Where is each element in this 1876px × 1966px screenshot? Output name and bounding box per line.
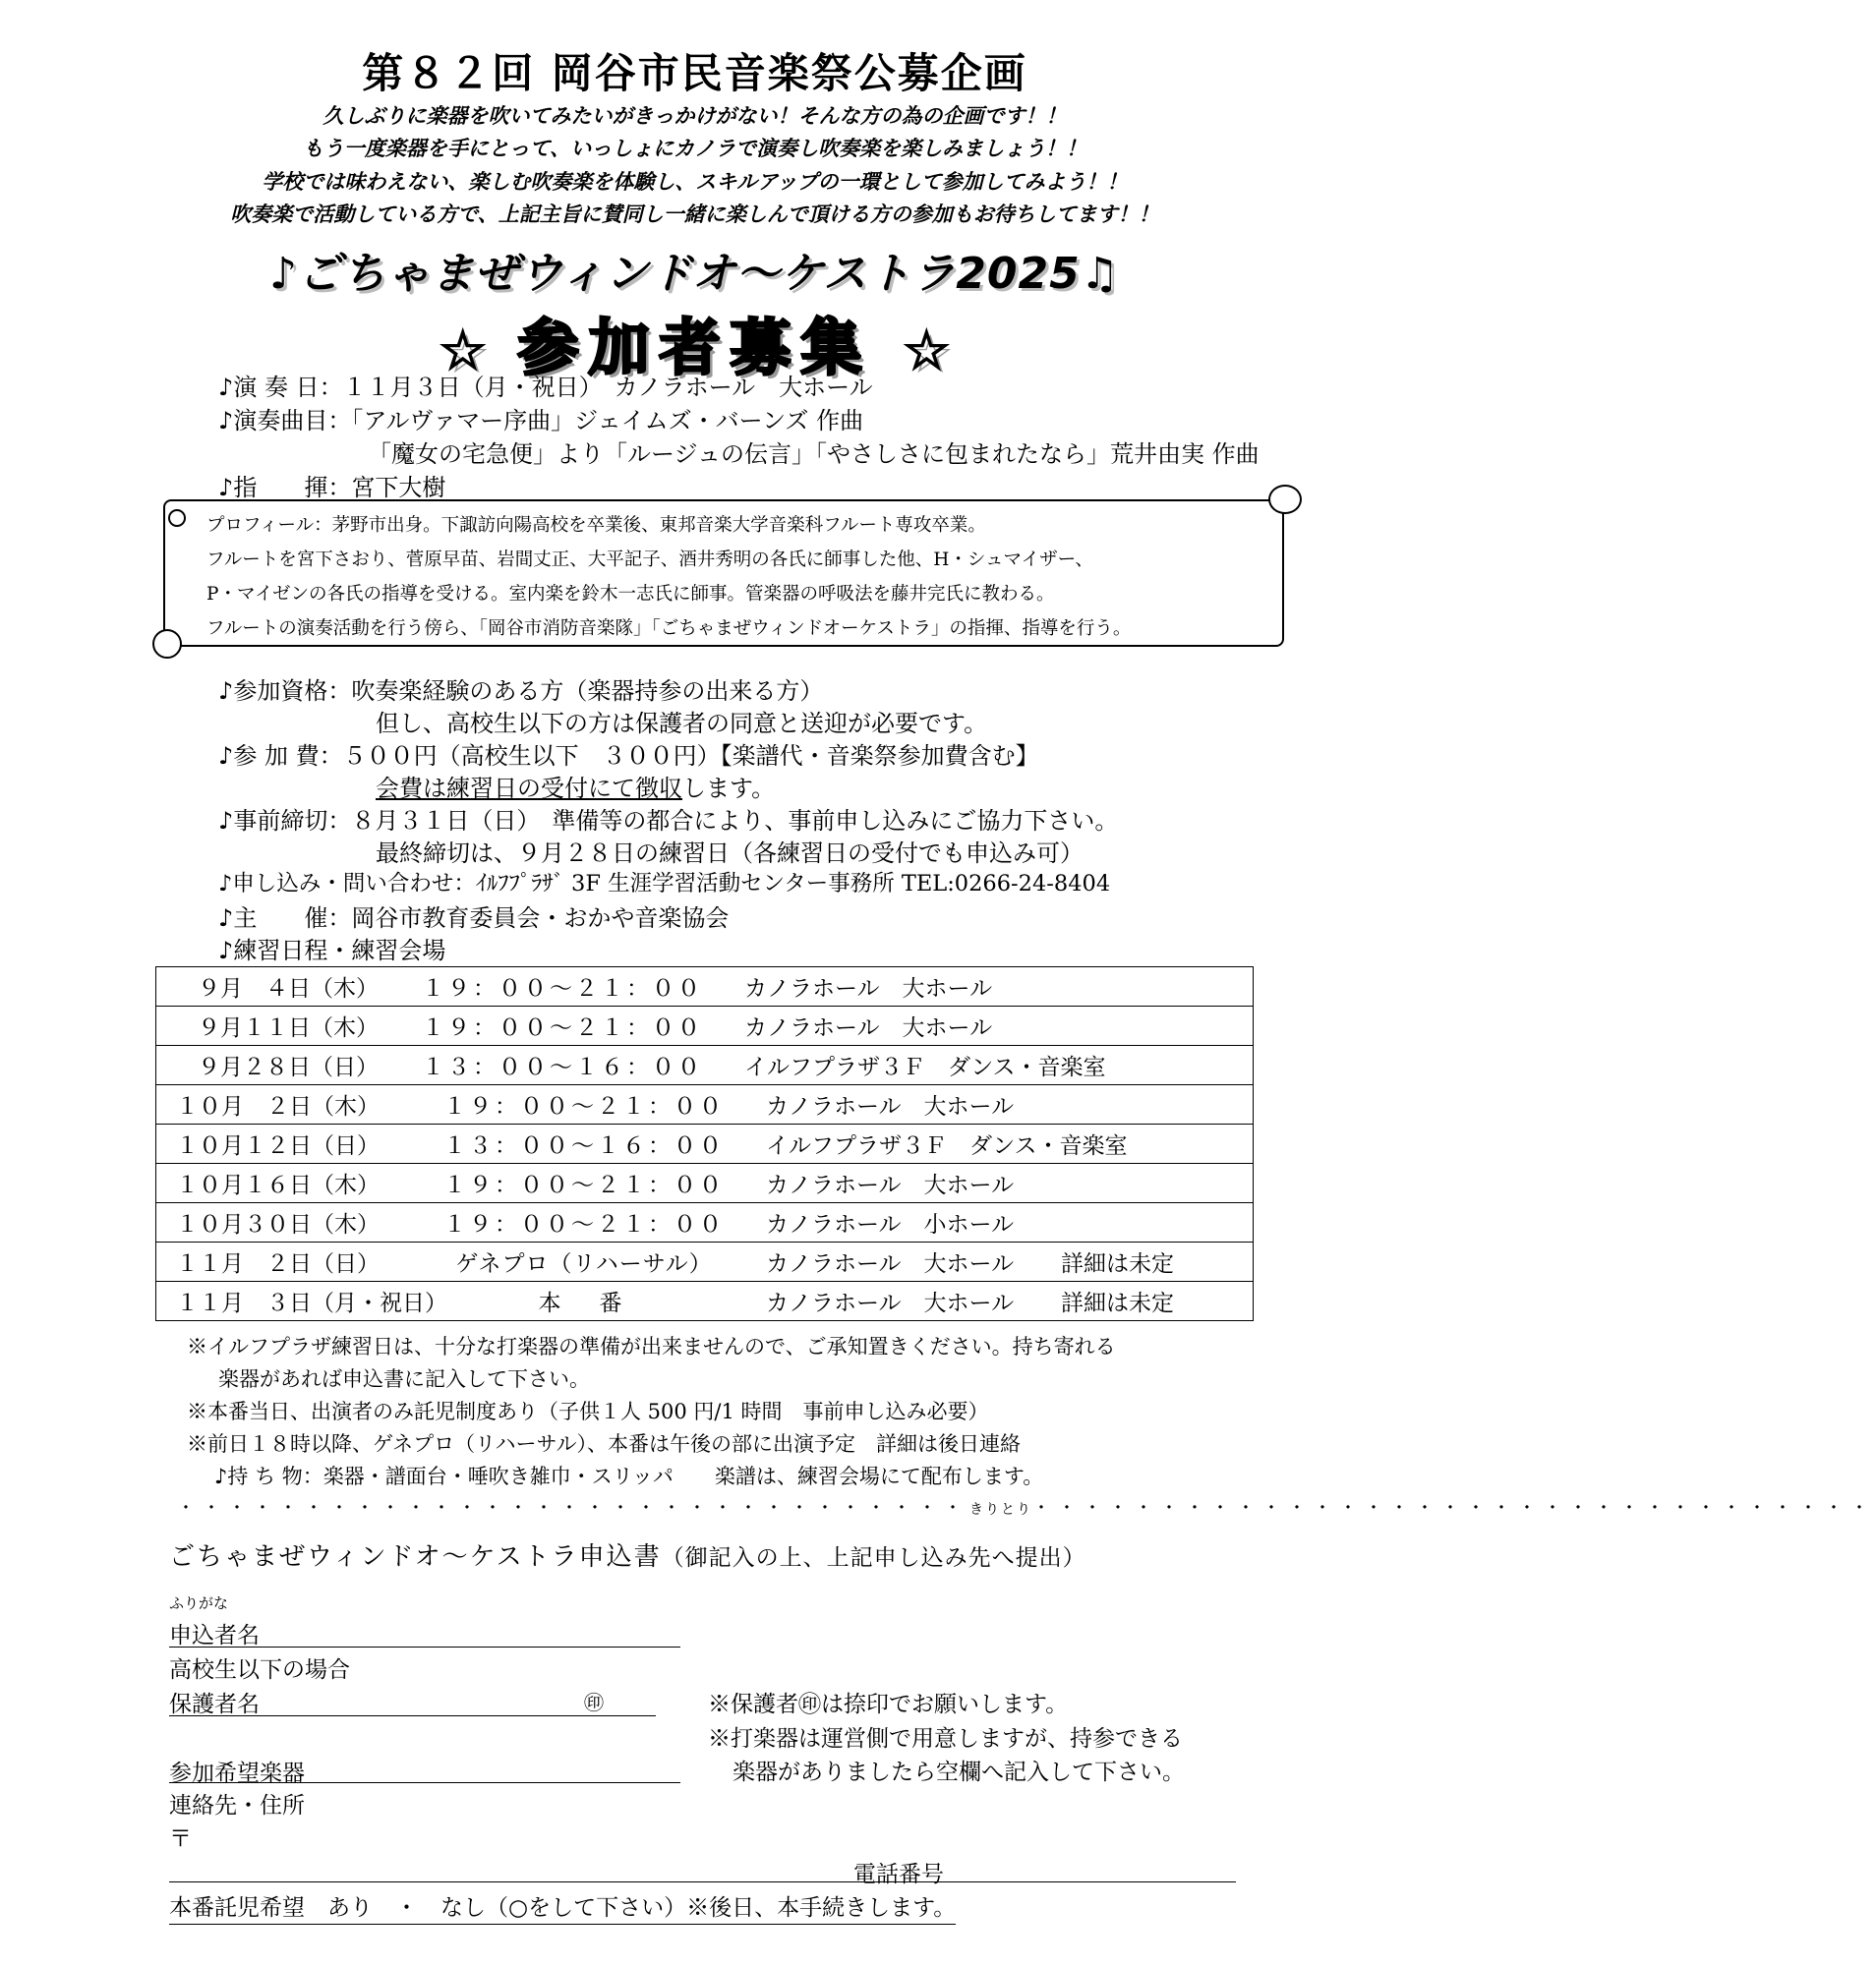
- form-title-note: （御記入の上、上記申し込み先へ提出）: [661, 1545, 1086, 1571]
- applicant-name-line[interactable]: [169, 1647, 680, 1648]
- schedule-time: １９：００～２１：００: [443, 1094, 725, 1120]
- table-row: [156, 1164, 1254, 1203]
- note-percussion-form-2: 楽器がありましたら空欄へ記入して下さい。: [733, 1760, 1185, 1785]
- schedule-venue: イルフプラザ３Ｆ ダンス・音楽室: [766, 1133, 1128, 1159]
- deadline-2: 最終締切は、９月２８日の練習日（各練習日の受付でも申込み可）: [376, 839, 1084, 867]
- qualification-1: ♪参加資格：吹奏楽経験のある方（楽器持参の出来る方）: [218, 677, 824, 705]
- schedule-time: １９：００～２１：００: [422, 1015, 703, 1041]
- page-title: 第８２回 岡谷市民音楽祭公募企画: [362, 49, 1027, 97]
- schedule-venue: カノラホール 大ホール: [766, 1251, 1015, 1277]
- schedule-venue: カノラホール 大ホール: [766, 1291, 1015, 1316]
- schedule-time: １３：００～１６：００: [422, 1055, 703, 1080]
- schedule-date: １０月１２日（日）: [176, 1133, 380, 1159]
- applicant-name-label: 申込者名: [169, 1623, 260, 1648]
- schedule-date: ９月２８日（日）: [198, 1055, 379, 1080]
- table-row: [156, 967, 1254, 1007]
- furigana-label: ふりがな: [169, 1594, 229, 1612]
- scroll-curl-icon: [168, 509, 186, 527]
- seal-icon: ㊞: [584, 1691, 604, 1714]
- phone-label: 電話番号: [853, 1862, 944, 1887]
- table-row: [156, 1282, 1254, 1321]
- schedule-venue: カノラホール 大ホール: [744, 1015, 993, 1041]
- schedule-date: ９月 ４日（木）: [198, 976, 379, 1002]
- schedule-venue: イルフプラザ３Ｆ ダンス・音楽室: [744, 1055, 1106, 1080]
- table-row: [156, 1007, 1254, 1046]
- form-title: [169, 1536, 1086, 1573]
- profile-line-4: フルートの演奏活動を行う傍ら、「岡谷市消防音楽隊」「ごちゃまぜウィンドオーケストラ」の指揮、指導を行う。: [206, 618, 1132, 639]
- pieces-line-1: ♪演奏曲目：「アルヴァマー序曲」ジェイムズ・バーンズ 作曲: [218, 407, 864, 434]
- instrument-line[interactable]: [169, 1782, 680, 1783]
- schedule-time: １９：００～２１：００: [422, 976, 703, 1002]
- table-row: [156, 1243, 1254, 1282]
- table-row: [156, 1125, 1254, 1164]
- schedule-time: １９：００～２１：００: [443, 1212, 725, 1238]
- cut-label: きりとり: [969, 1502, 1032, 1518]
- conductor: ♪指 揮：宮下大樹: [218, 474, 446, 501]
- note-percussion-1: ※イルフプラザ練習日は、十分な打楽器の準備が出来ませんので、ご承知置きください。持ち寄れる: [187, 1335, 1116, 1359]
- cut-dots: ・・・・・・・・・・・・・・・・・・・・・・・・・・・・・・・: [177, 1498, 969, 1519]
- intro-line-1: 久しぶりに楽器を吹いてみたいがきっかけがない！そんな方の為の企画です！！: [322, 104, 1067, 128]
- qualification-2: 但し、高校生以下の方は保護者の同意と送迎が必要です。: [376, 710, 988, 737]
- cut-dots: ・・・・・・・・・・・・・・・・・・・・・・・・・・・・・・・・・: [1032, 1498, 1876, 1519]
- table-row: [156, 1085, 1254, 1125]
- schedule-venue: カノラホール 小ホール: [766, 1212, 1015, 1238]
- fee-1: ♪参 加 費：５００円（高校生以下 ３００円）【楽譜代・音楽祭参加費含む】: [218, 742, 1039, 770]
- schedule-time: １９：００～２１：００: [443, 1173, 725, 1198]
- recruit-text: 参加者募集: [517, 312, 872, 383]
- band-name: ♪ごちゃまぜウィンドオ～ケストラ2025♫: [268, 249, 1121, 299]
- under-hs-label: 高校生以下の場合: [169, 1657, 350, 1683]
- schedule-note: 詳細は未定: [1061, 1291, 1174, 1316]
- schedule-note: 詳細は未定: [1061, 1251, 1174, 1277]
- schedule-date: １１月 ２日（日）: [176, 1251, 380, 1277]
- instrument-label: 参加希望楽器: [169, 1761, 305, 1786]
- table-row: [156, 1203, 1254, 1243]
- schedule-time: １３：００～１６：００: [443, 1133, 725, 1159]
- schedule-time: ゲネプロ（リハーサル）: [455, 1251, 713, 1277]
- star-left-icon: ☆: [439, 319, 487, 381]
- childcare-request[interactable]: 本番託児希望 あり ・ なし（○をして下さい）※後日、本手続きします。: [169, 1889, 956, 1925]
- schedule-venue: カノラホール 大ホール: [744, 976, 993, 1002]
- note-rehearsal: ※前日１８時以降、ゲネプロ（リハーサル）、本番は午後の部に出演予定 詳細は後日連絡: [187, 1432, 1021, 1456]
- address-label: 連絡先・住所: [169, 1793, 305, 1819]
- guardian-name-label: 保護者名: [169, 1692, 260, 1717]
- intro-line-2: もう一度楽器を手にとって、いっしょにカノラで演奏し吹奏楽を楽しみましょう！！: [302, 137, 1087, 160]
- schedule-venue: カノラホール 大ホール: [766, 1173, 1015, 1198]
- schedule-date: １０月３０日（木）: [176, 1212, 380, 1238]
- scroll-curl-icon: [1268, 485, 1302, 514]
- postal-icon: 〒: [169, 1826, 192, 1852]
- schedule-table: [155, 966, 1254, 1321]
- cut-line: [177, 1494, 1876, 1520]
- organizer: ♪主 催：岡谷市教育委員会・おかや音楽協会: [218, 904, 730, 932]
- schedule-venue: カノラホール 大ホール: [766, 1094, 1015, 1120]
- guardian-name-line[interactable]: [169, 1715, 656, 1716]
- intro-line-3: 学校では味わえない、楽しむ吹奏楽を体験し、スキルアップの一環として参加してみよう！！: [262, 170, 1128, 194]
- profile-line-2: フルートを宮下さおり、菅原早苗、岩間丈正、大平記子、酒井秀明の各氏に師事した他、H・シュマイザー、: [206, 549, 1093, 570]
- schedule-date: ９月１１日（木）: [198, 1015, 379, 1041]
- contact-info: ♪申し込み・問い合わせ：ｲﾙﾌﾌﾟﾗｻﾞ 3F 生涯学習活動センター事務所 TEL:0266-24-8404: [218, 871, 1111, 896]
- schedule-heading: ♪練習日程・練習会場: [218, 937, 446, 964]
- schedule-time: 本 番: [538, 1291, 630, 1316]
- address-phone-line[interactable]: [169, 1881, 1236, 1882]
- schedule-date: １０月１６日（木）: [176, 1173, 380, 1198]
- form-title-text: ごちゃまぜウィンドオ～ケストラ申込書: [169, 1542, 662, 1572]
- note-seal: ※保護者㊞は捺印でお願いします。: [708, 1692, 1069, 1717]
- note-percussion-2: 楽器があれば申込書に記入して下さい。: [218, 1367, 590, 1391]
- pieces-line-2: 「魔女の宅急便」より「ルージュの伝言」「やさしさに包まれたなら」荒井由実 作曲: [368, 440, 1260, 468]
- fee-collection-note: 会費は練習日の受付にて徴収: [376, 775, 682, 802]
- schedule-date: １０月 ２日（木）: [176, 1094, 380, 1120]
- schedule-date: １１月 ３日（月・祝日）: [176, 1291, 447, 1316]
- star-right-icon: ☆: [903, 319, 951, 381]
- note-percussion-form-1: ※打楽器は運営側で用意しますが、持参できる: [708, 1726, 1183, 1752]
- deadline-1: ♪事前締切：８月３１日（日） 準備等の都合により、事前申し込みにご協力下さい。: [218, 807, 1119, 835]
- fee-collection-rest: します。: [682, 775, 776, 802]
- fee-2: [376, 769, 775, 803]
- belongings: ♪持 ち 物：楽器・譜面台・唾吹き雑巾・スリッパ 楽譜は、練習会場にて配布します。: [214, 1465, 1044, 1488]
- table-row: [156, 1046, 1254, 1085]
- intro-line-4: 吹奏楽で活動している方で、上記主旨に賛同し一緒に楽しんで頂ける方の参加もお待ちしてます！！: [230, 202, 1159, 226]
- note-childcare: ※本番当日、出演者のみ託児制度あり（子供１人 500 円/1 時間 事前申し込み必要）: [187, 1400, 989, 1423]
- performance-date: ♪演 奏 日：１１月３日（月・祝日） カノラホール 大ホール: [218, 374, 873, 401]
- profile-line-3: P・マイゼンの各氏の指導を受ける。室内楽を鈴木一志氏に師事。管楽器の呼吸法を藤井完氏に教わる。: [206, 584, 1055, 605]
- profile-line-1: プロフィール：茅野市出身。下諏訪向陽高校を卒業後、東邦音楽大学音楽科フルート専攻卒業。: [206, 515, 986, 536]
- scroll-curl-icon: [152, 629, 182, 659]
